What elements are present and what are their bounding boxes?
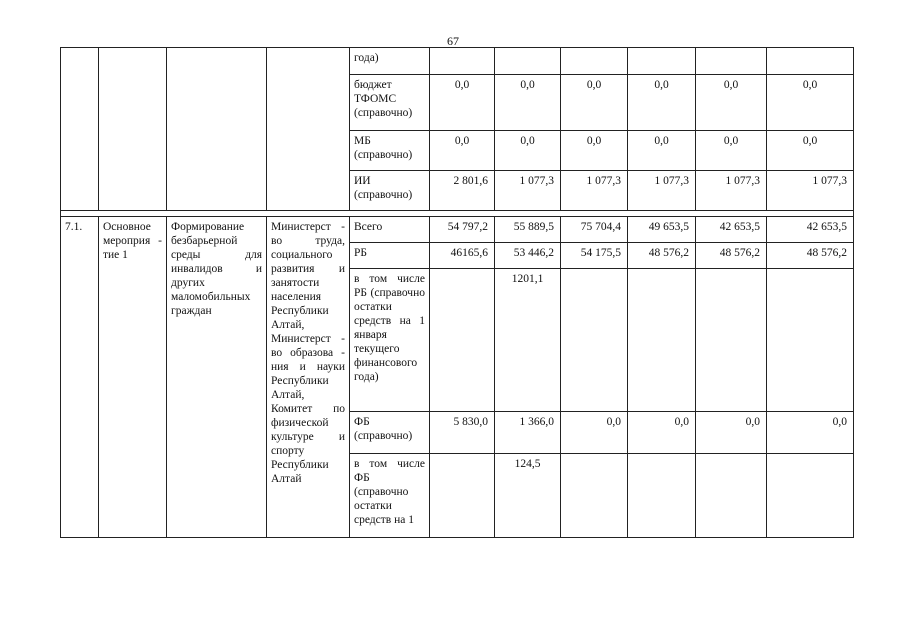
value-cell: 0,0 xyxy=(628,412,696,454)
funding-source-cell: МБ (справочно) xyxy=(350,131,430,171)
value-cell: 42 653,5 xyxy=(696,217,767,243)
value-cell: 0,0 xyxy=(696,75,767,131)
value-cell: 1 077,3 xyxy=(495,171,561,211)
value-cell: 0,0 xyxy=(495,75,561,131)
value-cell: 0,0 xyxy=(561,75,628,131)
value-cell: 54 175,5 xyxy=(561,243,628,269)
value-cell: 124,5 xyxy=(495,454,561,538)
value-cell: 1 077,3 xyxy=(767,171,854,211)
value-cell: 0,0 xyxy=(561,412,628,454)
funding-source-cell: в том числе ФБ (справочно остатки средств на 1 xyxy=(350,454,430,538)
value-cell: 75 704,4 xyxy=(561,217,628,243)
value-cell: 55 889,5 xyxy=(495,217,561,243)
value-cell: 0,0 xyxy=(495,131,561,171)
value-cell: 48 576,2 xyxy=(696,243,767,269)
value-cell: 1 077,3 xyxy=(628,171,696,211)
value-cell: 0,0 xyxy=(696,131,767,171)
measure-cell-prev xyxy=(99,48,167,211)
table-row xyxy=(61,48,854,75)
value-cell: 48 576,2 xyxy=(628,243,696,269)
value-cell: 5 830,0 xyxy=(430,412,495,454)
executor-cell-prev xyxy=(267,48,350,211)
value-cell: 2 801,6 xyxy=(430,171,495,211)
value-cell: 1201,1 xyxy=(495,269,561,412)
value-cell: 49 653,5 xyxy=(628,217,696,243)
value-cell: 54 797,2 xyxy=(430,217,495,243)
funding-source-cell: РБ xyxy=(350,243,430,269)
value-cell: 0,0 xyxy=(430,75,495,131)
value-cell: 0,0 xyxy=(767,412,854,454)
funding-source-cell: ИИ (справочно) xyxy=(350,171,430,211)
value-cell: 0,0 xyxy=(767,75,854,131)
description-cell-prev xyxy=(167,48,267,211)
funding-source-cell: ФБ (справочно) xyxy=(350,412,430,454)
value-cell: 0,0 xyxy=(628,75,696,131)
page-number: 67 xyxy=(447,34,459,48)
funding-source-cell: Всего xyxy=(350,217,430,243)
funding-source-cell: бюджет ТФОМС (справочно) xyxy=(350,75,430,131)
value-cell: 1 077,3 xyxy=(696,171,767,211)
table-row xyxy=(61,217,854,243)
value-cell: 1 077,3 xyxy=(561,171,628,211)
value-cell: 48 576,2 xyxy=(767,243,854,269)
value-cell: 1 366,0 xyxy=(495,412,561,454)
item-description: Формирование безбарьерной среды для инвалидов и других маломобильных граждан xyxy=(167,217,267,538)
value-cell: 46165,6 xyxy=(430,243,495,269)
funding-source-cell: в том числе РБ (справочно остатки средств на 1 января текущего финансового года) xyxy=(350,269,430,412)
item-measure: Основное мероприя - тие 1 xyxy=(99,217,167,538)
number-cell-prev xyxy=(61,48,99,211)
value-cell: 0,0 xyxy=(628,131,696,171)
value-cell: 42 653,5 xyxy=(767,217,854,243)
value-cell: 0,0 xyxy=(430,131,495,171)
funding-source-cell: года) xyxy=(350,48,430,75)
item-executor: Министерст - во труда, социального развития и занятости населения Республики Алтай, Министерст - во образова - ния и науки Республики Алтай, Комитет по физической культуре и спорту Республики Алтай xyxy=(267,217,350,538)
value-cell: 0,0 xyxy=(561,131,628,171)
budget-table xyxy=(60,47,854,538)
value-cell: 0,0 xyxy=(767,131,854,171)
value-cell: 53 446,2 xyxy=(495,243,561,269)
item-number: 7.1. xyxy=(61,217,99,538)
value-cell: 0,0 xyxy=(696,412,767,454)
